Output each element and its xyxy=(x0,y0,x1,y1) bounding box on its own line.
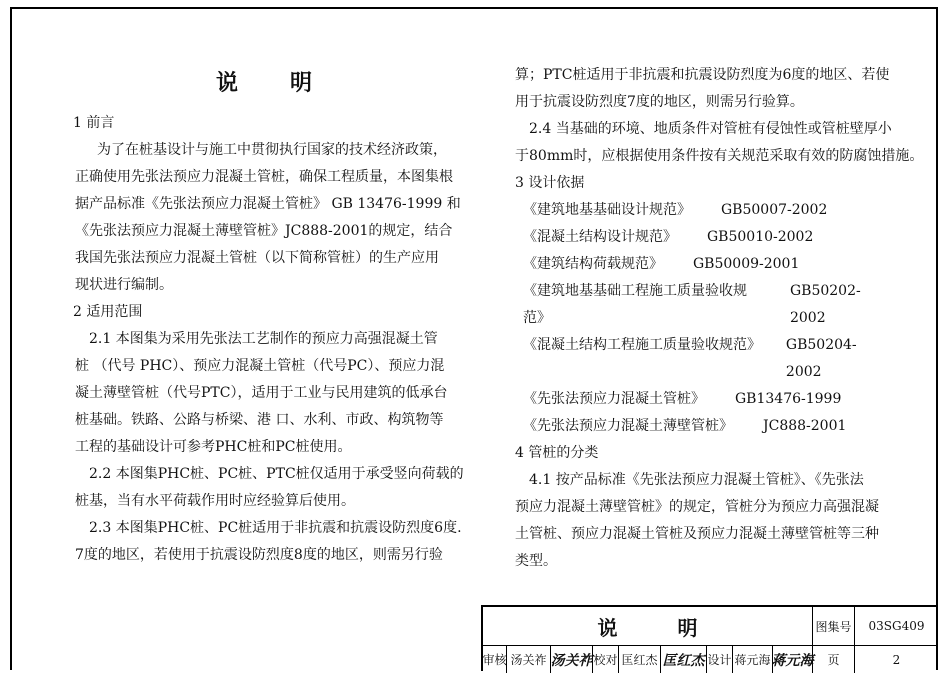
standard-item xyxy=(515,332,890,386)
review-label: 审核 xyxy=(483,646,507,673)
page-title xyxy=(75,66,455,110)
paragraph-line: 2.3 本图集PHC桩、PC桩适用于非抗震和抗震设防烈度6度. xyxy=(89,520,462,536)
section-3-heading: 3 设计依据 xyxy=(515,175,585,191)
standard-name: 《先张法预应力混凝土管桩》 xyxy=(523,391,705,407)
title-block-char-2: 明 xyxy=(677,615,698,640)
paragraph-line: 类型。 xyxy=(515,553,557,569)
standard-code: GB50204-2002 xyxy=(785,337,857,380)
standard-name: 《建筑地基基础工程施工质量验收规范》 xyxy=(523,283,747,326)
check-name: 匡红杰 xyxy=(619,646,661,673)
standard-item xyxy=(515,224,890,251)
standard-code: JC888-2001 xyxy=(763,418,847,434)
standard-name: 《建筑结构荷载规范》 xyxy=(523,256,663,272)
paragraph-line: 《先张法预应力混凝土薄壁管桩》JC888-2001的规定，结合 xyxy=(75,223,453,239)
paragraph-line: 7度的地区，若使用于抗震设防烈度8度的地区，则需另行验 xyxy=(75,547,443,563)
paragraph-line: 正确使用先张法预应力混凝土管桩，确保工程质量，本图集根 xyxy=(75,169,453,185)
title-block-row-2 xyxy=(483,646,936,673)
paragraph-line: 2.2 本图集PHC桩、PC桩、PTC桩仅适用于承受竖向荷载的 xyxy=(89,466,464,482)
atlas-number: 03SG409 xyxy=(868,619,925,633)
review-name: 汤关祚 xyxy=(507,646,551,673)
paragraph-line: 算；PTC桩适用于非抗震和抗震设防烈度为6度的地区、若使 xyxy=(515,67,890,83)
standard-name: 《先张法预应力混凝土薄壁管桩》 xyxy=(523,418,733,434)
paragraph-line: 用于抗震设防烈度7度的地区，则需另行验算。 xyxy=(515,94,804,110)
check-signature: 匡红杰 xyxy=(661,646,707,673)
standard-code: GB50009-2001 xyxy=(693,256,800,272)
page-number: 2 xyxy=(892,652,901,667)
design-label: 设计 xyxy=(707,646,733,673)
paragraph-line: 2.4 当基础的环境、地质条件对管桩有侵蚀性或管桩壁厚小 xyxy=(529,121,892,137)
paragraph-line: 预应力混凝土薄壁管桩》的规定，管桩分为预应力高强混凝 xyxy=(515,499,879,515)
paragraph-line: 为了在桩基设计与施工中贯彻执行国家的技术经济政策， xyxy=(97,142,447,158)
paragraph-line: 桩基，当有水平荷载作用时应经验算后使用。 xyxy=(75,493,355,509)
standard-code: GB13476-1999 xyxy=(735,391,842,407)
design-name: 蒋元海 xyxy=(733,646,773,673)
left-column xyxy=(73,66,464,569)
paragraph-line: 于80mm时，应根据使用条件按有关规范采取有效的防腐蚀措施。 xyxy=(515,148,924,164)
title-block-title xyxy=(483,607,813,645)
standard-item xyxy=(515,197,890,224)
standard-name: 《建筑地基基础设计规范》 xyxy=(523,202,691,218)
section-4-heading: 4 管桩的分类 xyxy=(515,445,599,461)
paragraph-line: 4.1 按产品标准《先张法预应力混凝土管桩》、《先张法 xyxy=(529,472,864,488)
paragraph-line: 据产品标准《先张法预应力混凝土管桩》 GB 13476-1999 和 xyxy=(75,196,461,212)
title-block xyxy=(481,605,936,671)
standard-code: GB50007-2002 xyxy=(721,202,828,218)
standard-code: GB50010-2002 xyxy=(707,229,814,245)
check-label: 校对 xyxy=(593,646,619,673)
right-column xyxy=(515,62,924,575)
paragraph-line: 现状进行编制。 xyxy=(75,277,173,293)
standard-item xyxy=(515,251,890,278)
section-2-heading: 2 适用范围 xyxy=(73,304,143,320)
section-1-heading: 1 前言 xyxy=(73,115,115,131)
title-block-char-1: 说 xyxy=(597,615,618,640)
paragraph-line: 2.1 本图集为采用先张法工艺制作的预应力高强混凝土管 xyxy=(89,331,438,347)
review-signature: 汤关祚 xyxy=(551,646,593,673)
design-signature: 蒋元海 xyxy=(773,646,813,673)
title-block-row-1 xyxy=(483,607,936,646)
atlas-label: 图集号 xyxy=(813,607,855,645)
paragraph-line: 工程的基础设计可参考PHC桩和PC桩使用。 xyxy=(75,439,352,455)
paragraph-line: 桩基础。铁路、公路与桥梁、港 口、水利、市政、构筑物等 xyxy=(75,412,444,428)
standard-item xyxy=(515,386,890,413)
paragraph-line: 桩 （代号 PHC）、预应力混凝土管桩（代号PC）、预应力混 xyxy=(75,358,445,374)
standard-item xyxy=(515,413,890,440)
title-char-2: 明 xyxy=(290,70,315,96)
title-char-1: 说 xyxy=(215,70,240,96)
standard-name: 《混凝土结构工程施工质量验收规范》 xyxy=(523,337,761,353)
standard-name: 《混凝土结构设计规范》 xyxy=(523,229,677,245)
standard-item xyxy=(515,278,890,332)
standard-code: GB50202-2002 xyxy=(789,283,861,326)
page-label: 页 xyxy=(813,646,855,673)
paragraph-line: 我国先张法预应力混凝土管桩（以下简称管桩）的生产应用 xyxy=(75,250,439,266)
paragraph-line: 凝土薄壁管桩（代号PTC），适用于工业与民用建筑的低承台 xyxy=(75,385,448,401)
paragraph-line: 土管桩、预应力混凝土管桩及预应力混凝土薄壁管桩等三种 xyxy=(515,526,879,542)
